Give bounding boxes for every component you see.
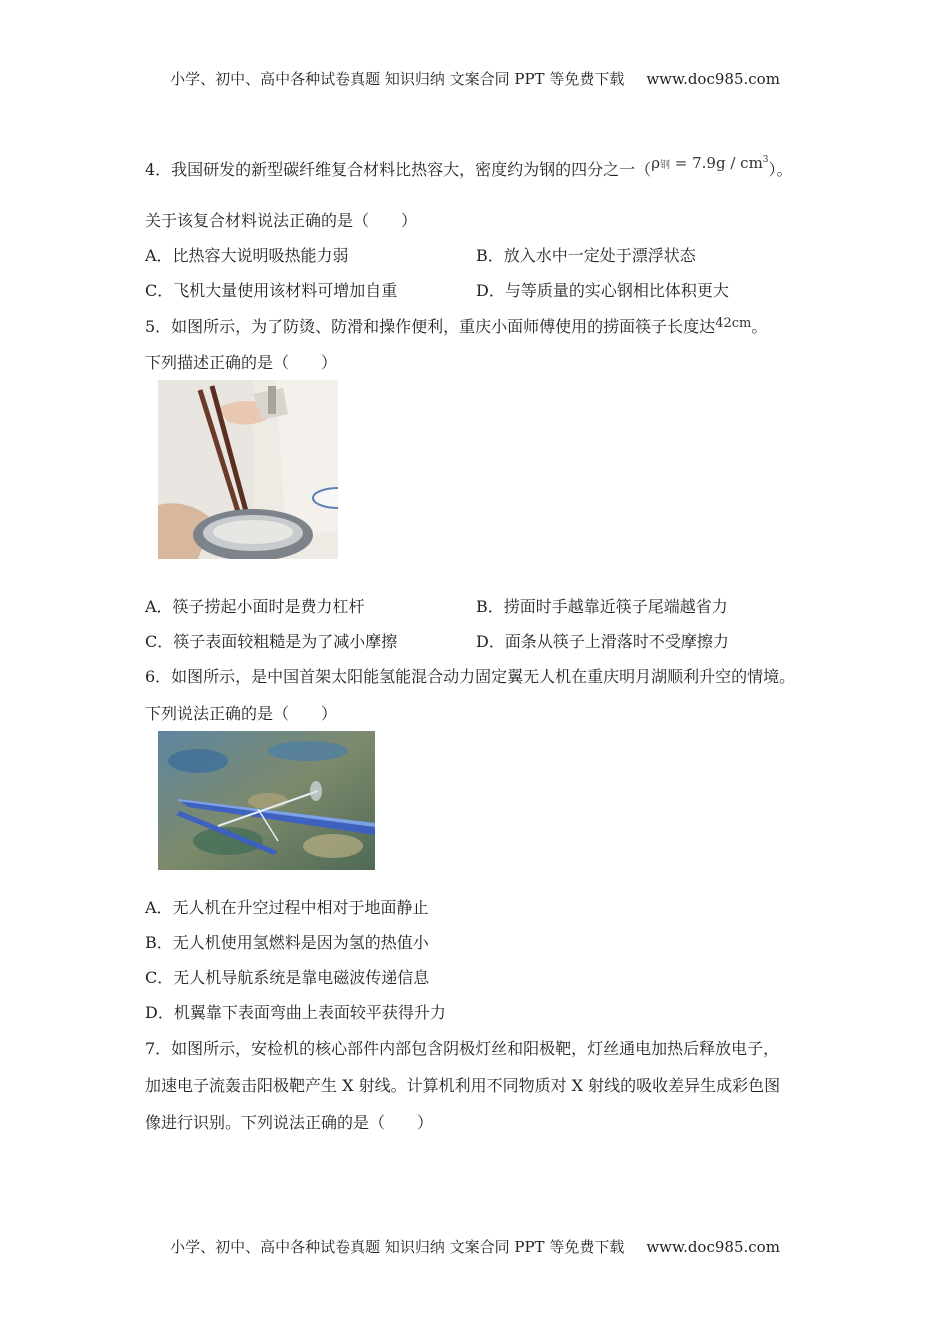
footer-site-link[interactable]: www.doc985.com <box>646 1238 780 1256</box>
rho-subscript: 钢 <box>660 160 671 171</box>
q4-option-a[interactable]: A．比热容大说明吸热能力弱 <box>145 246 349 265</box>
footer-text: 小学、初中、高中各种试卷真题 知识归纳 文案合同 PPT 等免费下载 <box>170 1238 625 1256</box>
q5-length-value: 42cm <box>715 316 752 331</box>
page-footer <box>0 1236 950 1257</box>
q4-stem <box>145 154 793 180</box>
q4-stem-text: 4．我国研发的新型碳纤维复合材料比热容大，密度约为钢的四分之一（ <box>145 160 652 179</box>
q4-stem-end: ）。 <box>768 160 793 179</box>
q4-stem-2: 关于该复合材料说法正确的是（ ） <box>145 211 418 230</box>
q7-line-3: 像进行识别。下列说法正确的是（ ） <box>145 1113 434 1132</box>
q5-stem <box>145 314 767 337</box>
q6-option-d[interactable]: D．机翼靠下表面弯曲上表面较平获得升力 <box>145 1003 446 1022</box>
rho-symbol: ρ <box>651 154 661 172</box>
q6-option-b[interactable]: B．无人机使用氢燃料是因为氢的热值小 <box>145 933 429 952</box>
drone-photo <box>158 731 375 870</box>
q7-line-1: 7．如图所示，安检机的核心部件内部包含阴极灯丝和阳极靶，灯丝通电加热后释放电子， <box>145 1039 780 1058</box>
q5-stem-text: 5．如图所示，为了防烫、防滑和操作便利，重庆小面师傅使用的捞面筷子长度达 <box>145 317 716 336</box>
q5-option-c[interactable]: C．筷子表面较粗糙是为了减小摩擦 <box>145 632 398 651</box>
header-site-link[interactable]: www.doc985.com <box>646 70 780 88</box>
q6-option-a[interactable]: A．无人机在升空过程中相对于地面静止 <box>145 898 429 917</box>
rho-value: = 7.9g / cm <box>670 154 763 172</box>
q4-density-formula <box>651 154 768 172</box>
q5-option-b[interactable]: B．捞面时手越靠近筷子尾端越省力 <box>476 597 728 616</box>
q5-stem-2: 下列描述正确的是（ ） <box>145 353 338 372</box>
rho-exponent: 3 <box>762 155 769 165</box>
q5-option-d[interactable]: D．面条从筷子上滑落时不受摩擦力 <box>476 632 729 651</box>
q6-stem-2: 下列说法正确的是（ ） <box>145 704 338 723</box>
q4-option-d[interactable]: D．与等质量的实心钢相比体积更大 <box>476 281 729 300</box>
q5-stem-end: 。 <box>751 317 768 336</box>
header-text: 小学、初中、高中各种试卷真题 知识归纳 文案合同 PPT 等免费下载 <box>170 70 625 88</box>
q6-option-c[interactable]: C．无人机导航系统是靠电磁波传递信息 <box>145 968 430 987</box>
q7-line-2: 加速电子流轰击阳极靶产生 X 射线。计算机利用不同物质对 X 射线的吸收差异生成彩色图 <box>145 1076 781 1095</box>
page-header <box>0 68 950 89</box>
q5-option-a[interactable]: A．筷子捞起小面时是费力杠杆 <box>145 597 365 616</box>
q4-option-b[interactable]: B．放入水中一定处于漂浮状态 <box>476 246 696 265</box>
chopsticks-photo <box>158 380 338 559</box>
q6-stem: 6．如图所示，是中国首架太阳能氢能混合动力固定翼无人机在重庆明月湖顺利升空的情境。 <box>145 667 796 686</box>
q4-option-c[interactable]: C．飞机大量使用该材料可增加自重 <box>145 281 398 300</box>
